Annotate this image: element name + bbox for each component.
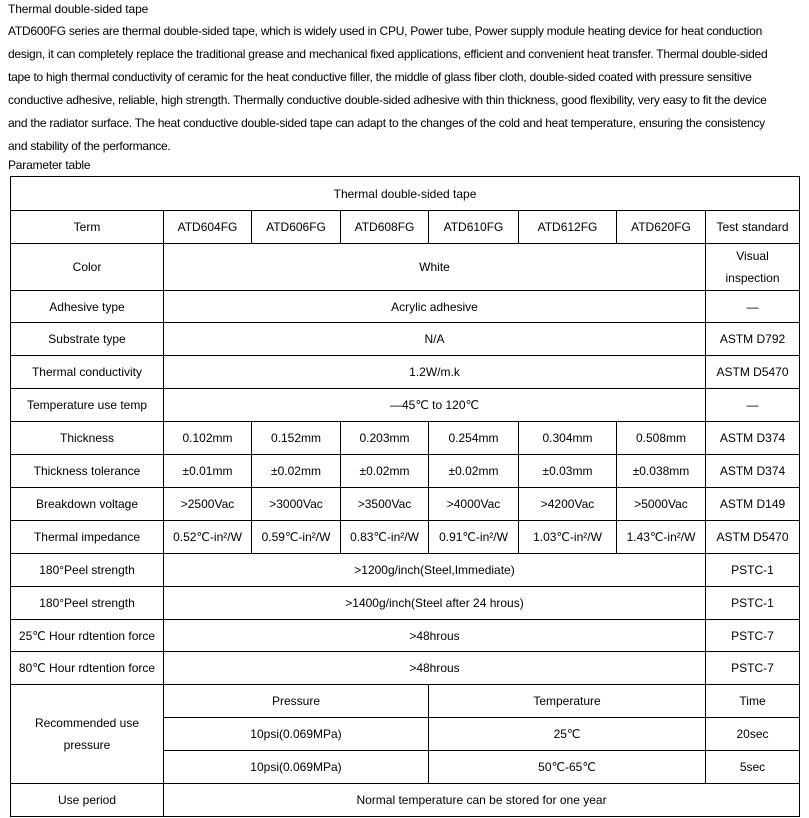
row-standard: ASTM D5470 [706,356,800,389]
row-standard: PSTC-7 [706,620,800,652]
intro-paragraph [8,20,803,158]
intro-line: design, it can completely replace the traditional grease and mechanical fixed applications, efficient and convenient heat transfer. Thermal double-sided [8,47,768,61]
table-row-thickness [11,422,800,455]
row-value: Normal temperature can be stored for one year [164,784,800,817]
recommended-time: 20sec [706,718,800,751]
row-cell: 0.59℃-in²/W [252,521,341,554]
row-value: Acrylic adhesive [164,291,706,323]
row-value: 1.2W/m.k [164,356,706,389]
row-standard: PSTC-1 [706,554,800,587]
row-standard: PSTC-1 [706,587,800,620]
row-cell: >4200Vac [519,488,617,521]
row-cell: 0.83℃-in²/W [341,521,429,554]
row-standard: ASTM D374 [706,422,800,455]
header-term: Term [11,211,164,244]
parameter-table [10,176,800,817]
row-label: Use period [11,784,164,817]
row-cell: 0.52℃-in²/W [164,521,252,554]
recommended-pressure-header: Pressure [164,685,429,718]
row-cell: ±0.02mm [341,455,429,488]
row-cell: ±0.038mm [617,455,706,488]
table-row-adhesive [11,291,800,323]
table-caption-row [11,177,800,211]
row-standard: ASTM D5470 [706,521,800,554]
row-standard: — [706,389,800,422]
row-cell: >4000Vac [429,488,519,521]
row-value: >48hrous [164,652,706,685]
row-label: Thickness tolerance [11,455,164,488]
table-row-temperature [11,389,800,422]
row-label: Color [11,244,164,291]
row-cell: 0.508mm [617,422,706,455]
row-label: Thermal impedance [11,521,164,554]
recommended-time: 5sec [706,751,800,784]
table-row-recommended-head [11,685,800,718]
row-value: >48hrous [164,620,706,652]
row-standard: ASTM D792 [706,323,800,356]
row-value: White [164,244,706,291]
row-cell: ±0.02mm [429,455,519,488]
row-value: >1400g/inch(Steel after 24 hrous) [164,587,706,620]
recommended-temperature: 25℃ [429,718,706,751]
recommended-time-header: Time [706,685,800,718]
document-title: Thermal double-sided tape [8,2,149,16]
row-standard: ASTM D374 [706,455,800,488]
row-label: 80℃ Hour rdtention force [11,652,164,685]
row-standard: ASTM D149 [706,488,800,521]
header-model: ATD606FG [252,211,341,244]
table-caption: Thermal double-sided tape [11,177,800,211]
parameter-table-title: Parameter table [8,158,91,172]
row-cell: ±0.01mm [164,455,252,488]
header-model: ATD608FG [341,211,429,244]
header-model: ATD612FG [519,211,617,244]
recommended-temperature: 50℃-65℃ [429,751,706,784]
intro-line: ATD600FG series are thermal double-sided tape, which is widely used in CPU, Power tube, Power supply module heating device for heat conduction [8,24,763,38]
row-value: N/A [164,323,706,356]
table-row-hold-25 [11,620,800,652]
row-label: Thermal conductivity [11,356,164,389]
intro-line: conductive adhesive, reliable, high strength. Thermally conductive double-sided adhesive with thin thickness, good flexibility, very easy to fit the device [8,93,767,107]
row-label: 180°Peel strength [11,554,164,587]
row-label: 25℃ Hour rdtention force [11,620,164,652]
table-row-use-period [11,784,800,817]
table-row-hold-80 [11,652,800,685]
row-label: Adhesive type [11,291,164,323]
intro-line: and the radiator surface. The heat conductive double-sided tape can adapt to the changes of the cold and heat temperature, ensuring the consistency [8,116,765,130]
intro-line: and stability of the performance. [8,139,171,153]
table-row-color [11,244,800,291]
row-label: Thickness [11,422,164,455]
table-row-peel-24h [11,587,800,620]
row-label: Temperature use temp [11,389,164,422]
row-label: Recommended use pressure [11,685,164,784]
table-row-breakdown [11,488,800,521]
recommended-temperature-header: Temperature [429,685,706,718]
row-cell: >5000Vac [617,488,706,521]
row-cell: 0.152mm [252,422,341,455]
row-value: >1200g/inch(Steel,Immediate) [164,554,706,587]
row-cell: 0.102mm [164,422,252,455]
row-standard: Visual inspection [706,244,800,291]
row-label: Substrate type [11,323,164,356]
table-row-substrate [11,323,800,356]
row-cell: 0.91℃-in²/W [429,521,519,554]
recommended-pressure: 10psi(0.069MPa) [164,751,429,784]
row-label: 180°Peel strength [11,587,164,620]
intro-line: tape to high thermal conductivity of ceramic for the heat conductive filler, the middle of glass fiber cloth, double-sided coated with pressure sensitive [8,70,752,84]
row-cell: 0.304mm [519,422,617,455]
row-cell: 1.03℃-in²/W [519,521,617,554]
row-label: Breakdown voltage [11,488,164,521]
row-cell: >2500Vac [164,488,252,521]
row-cell: 0.254mm [429,422,519,455]
row-value: —45℃ to 120℃ [164,389,706,422]
recommended-pressure: 10psi(0.069MPa) [164,718,429,751]
row-standard: — [706,291,800,323]
row-cell: ±0.03mm [519,455,617,488]
row-cell: 1.43℃-in²/W [617,521,706,554]
table-row-peel-immediate [11,554,800,587]
table-row-conductivity [11,356,800,389]
row-cell: 0.203mm [341,422,429,455]
table-row-impedance [11,521,800,554]
header-model: ATD604FG [164,211,252,244]
table-row-tolerance [11,455,800,488]
header-test-standard: Test standard [706,211,800,244]
header-model: ATD620FG [617,211,706,244]
row-cell: >3000Vac [252,488,341,521]
row-standard: PSTC-7 [706,652,800,685]
header-model: ATD610FG [429,211,519,244]
table-header-row [11,211,800,244]
row-cell: ±0.02mm [252,455,341,488]
row-cell: >3500Vac [341,488,429,521]
